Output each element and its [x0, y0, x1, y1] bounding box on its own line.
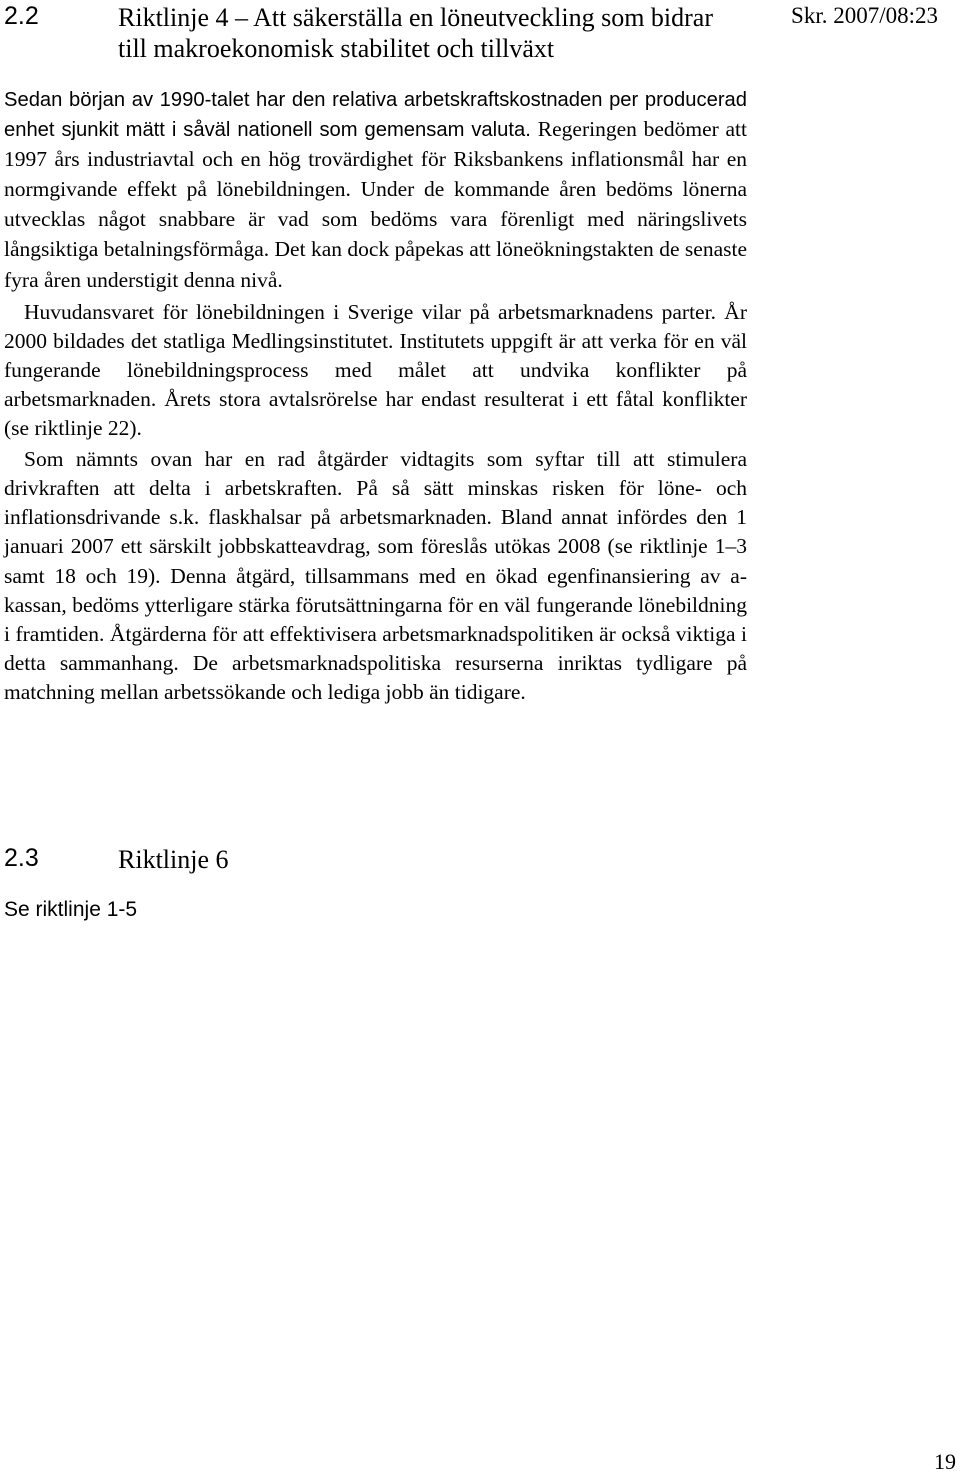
section-number: 2.3	[4, 844, 39, 872]
section-body	[4, 86, 747, 707]
section-title: Riktlinje 4 – Att säkerställa en löneutveckling som bidrar till makroekonomisk stabilitet och tillväxt	[118, 3, 713, 63]
section-title: Riktlinje 6	[118, 845, 229, 874]
paragraph	[4, 86, 747, 296]
paragraph: Som nämnts ovan har en rad åtgärder vidtagits som syftar till att stimulera drivkraften att delta i arbetskraften. På så sätt minskas risken för löne- och inflationsdrivande s.k. flaskhalsar på arbetsmarknaden. Bland annat infördes den 1 januari 2007 ett särskilt jobbskatteavdrag, som föreslås utökas 2008 (se riktlinje 1–3 samt 18 och 19). Denna åtgärd, tillsammans med en ökad egenfinansiering av a-kassan, bedöms ytterligare stärka förutsättningarna för en väl fungerande lönebildning i framtiden. Åtgärderna för att effektivisera arbetsmarknadspolitiken är också viktiga i detta sammanhang. De arbetsmarknadspolitiska resurserna inriktas tydligare på matchning mellan arbetssökande och lediga jobb än tidigare.	[4, 447, 747, 704]
paragraph-sans-part: Sedan början av 1990-talet har den relativa arbetskraftskostnaden per producerad enhet sjunkit mätt i såväl nationell som gemensam valuta.	[4, 89, 747, 142]
document-reference: Skr. 2007/08:23	[791, 3, 938, 28]
paragraph-serif-part: Regeringen bedömer att 1997 års industriavtal och en hög trovärdighet för Riksbankens inflationsmål har en normgivande effekt på lönebildningen. Under de kommande åren bedöms lönerna utvecklas något snabbare är vad som bedöms vara förenligt med näringslivets långsiktiga betalningsförmåga. Det kan dock påpekas att löneökningstakten de senaste fyra åren understigit denna nivå.	[4, 117, 748, 292]
paragraph: Huvudansvaret för lönebildningen i Sverige vilar på arbetsmarknadens parter. År 2000 bildades det statliga Medlingsinstitutet. Institutets uppgift är att verka för en väl fungerande lönebildningsprocess med målet att undvika konflikter på arbetsmarknaden. Årets stora avtalsrörelse har endast resulterat i ett fåtal konflikter (se riktlinje 22).	[4, 299, 747, 441]
section-number: 2.2	[4, 2, 39, 30]
section-heading-2-3	[4, 844, 229, 875]
section-heading-2-2	[4, 2, 738, 64]
page-number: 19	[934, 1449, 956, 1474]
see-also-text: Se riktlinje 1-5	[4, 898, 138, 921]
